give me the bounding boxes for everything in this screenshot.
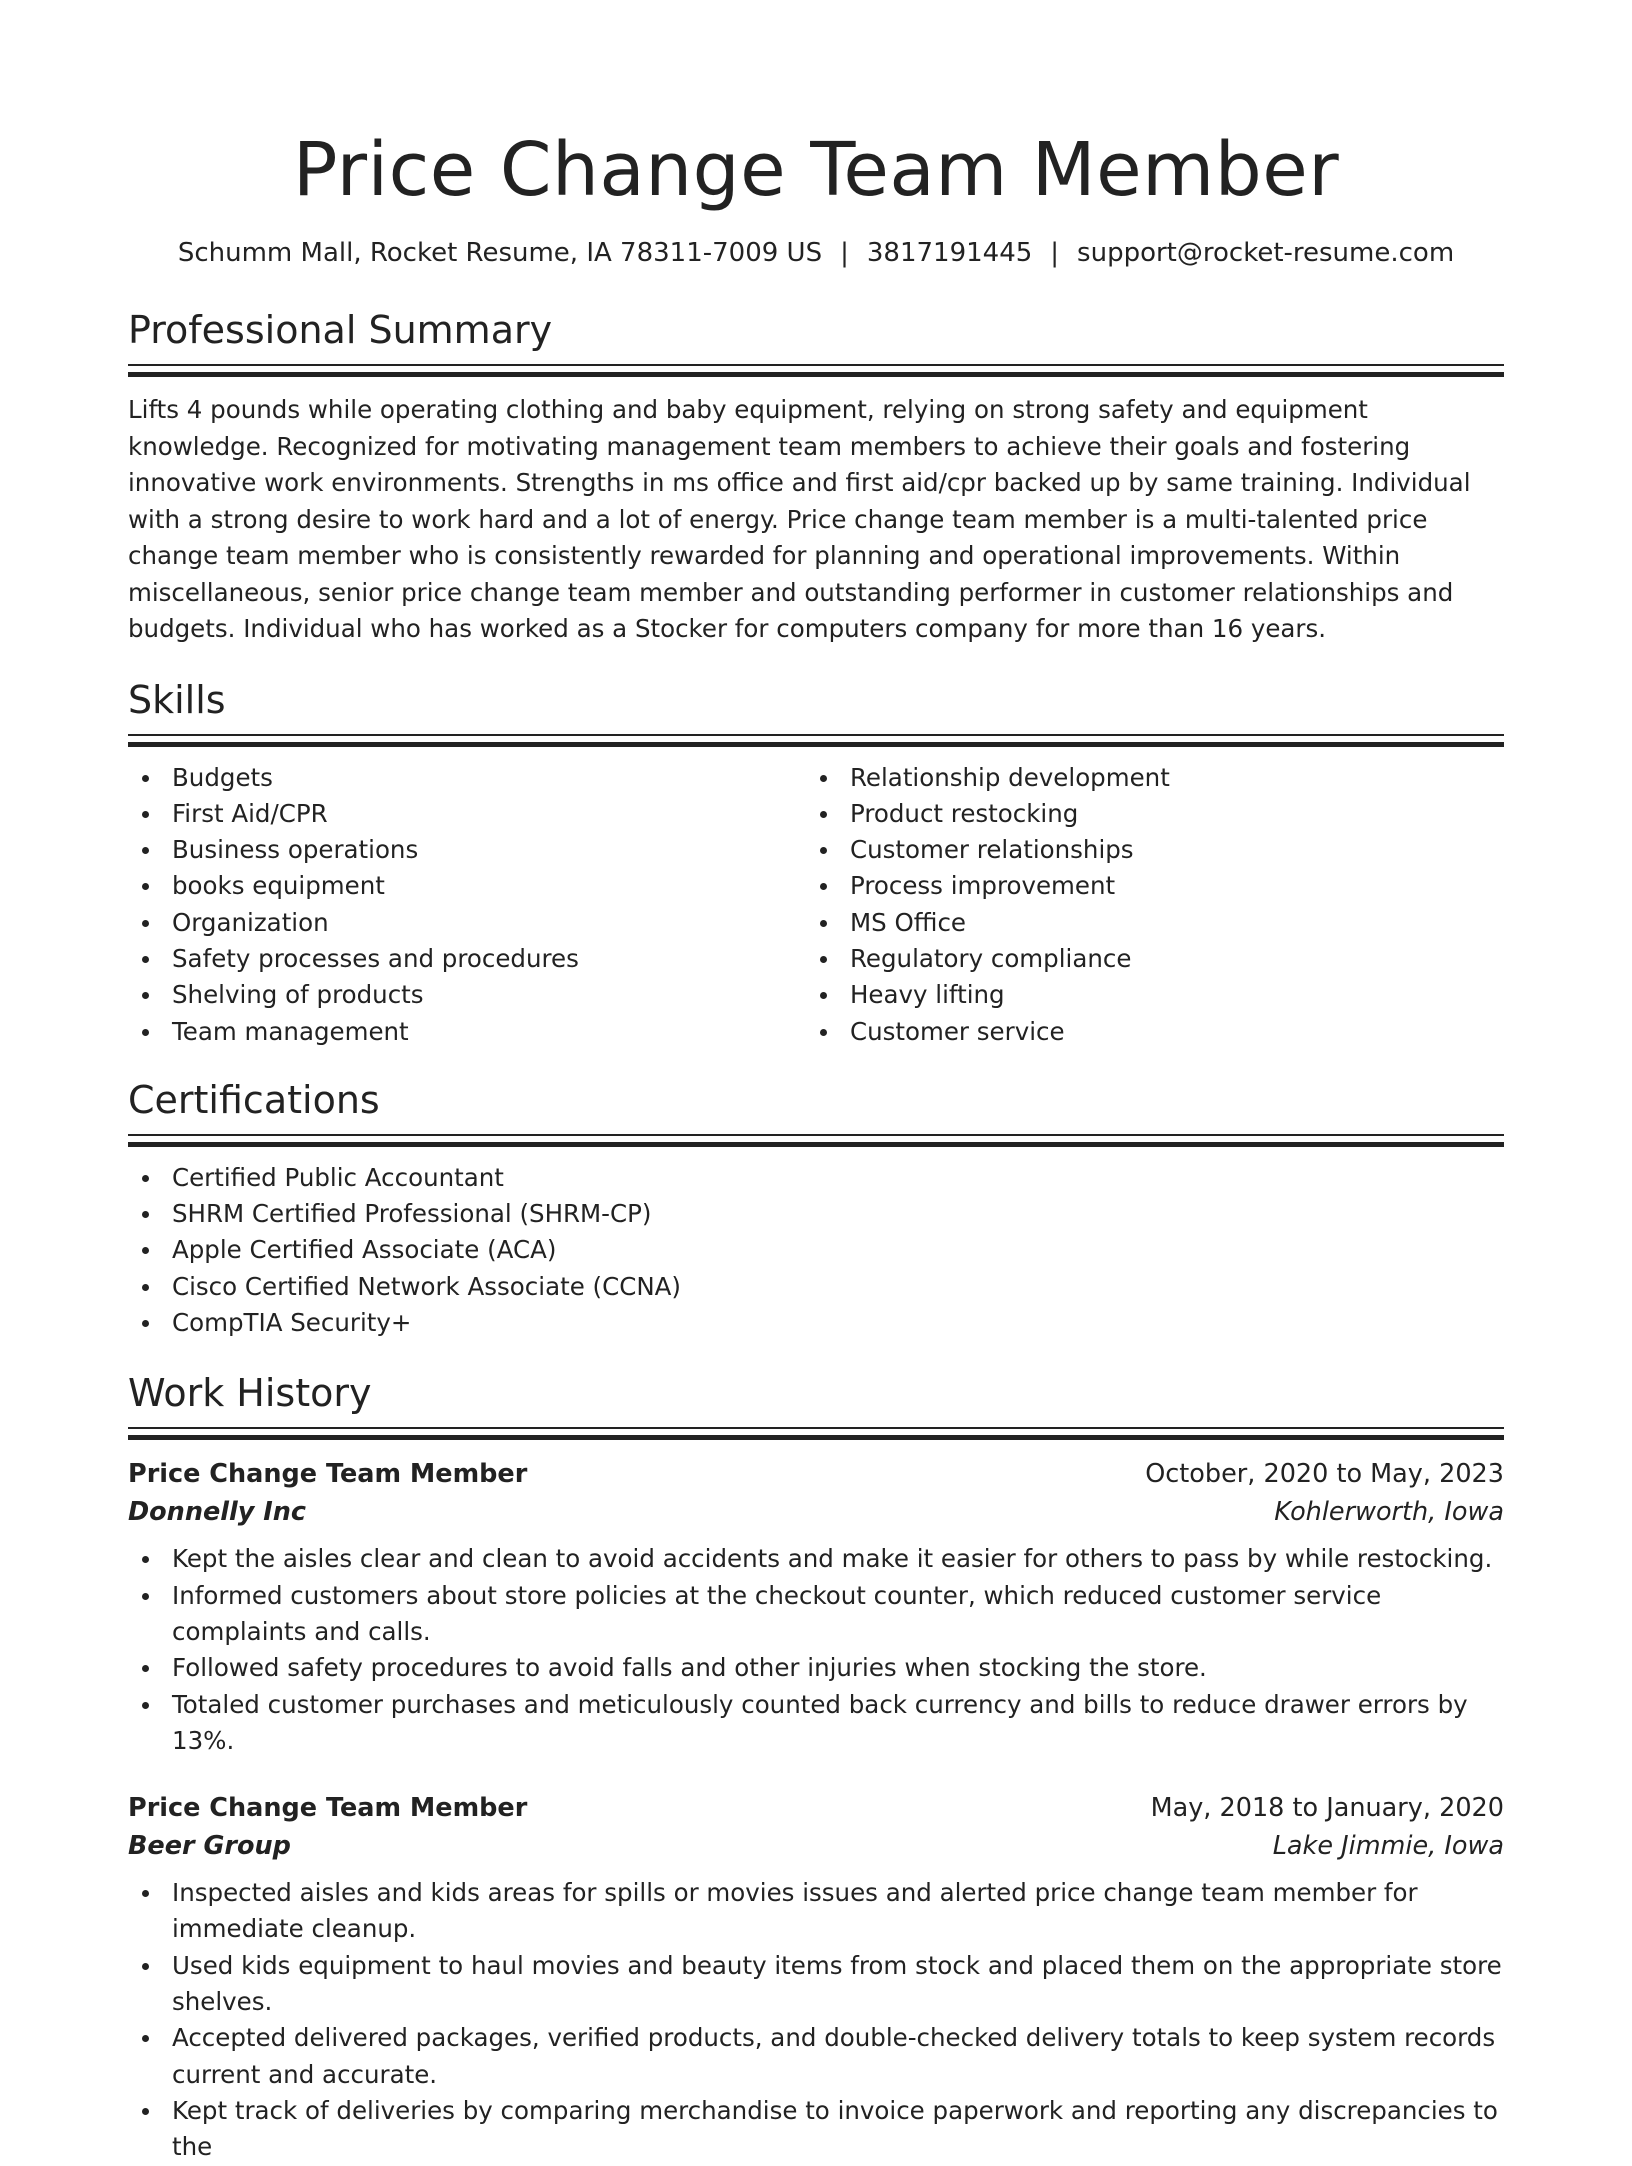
- skill-item: Process improvement: [806, 868, 1484, 904]
- section-divider: [128, 734, 1504, 748]
- summary-text: Lifts 4 pounds while operating clothing and baby equipment, relying on strong safety and equipment knowledge. Recognized for motivating management team members to achieve their goals and fostering innovative work environments. Strengths in ms office and first aid/cpr backed up by same training. Individual with a strong desire to work hard and a lot of energy. Price change team member is a multi-talented price change team member who is consistently rewarded for planning and operational improvements. Within miscellaneous, senior price change team member and outstanding performer in customer relationships and budgets. Individual who has worked as a Stocker for computers company for more than 16 years.: [128, 395, 1471, 643]
- contact-address: Schumm Mall, Rocket Resume, IA 78311-7009 US: [177, 238, 823, 268]
- section-divider: [128, 1134, 1504, 1148]
- contact-email: support@rocket-resume.com: [1077, 238, 1455, 268]
- job-bullet: Followed safety procedures to avoid falls and other injuries when stocking the store.: [128, 1650, 1504, 1686]
- contact-phone: 3817191445: [866, 238, 1033, 268]
- job-dates: May, 2018 to January, 2020: [1150, 1793, 1504, 1824]
- skill-item: Customer service: [806, 1014, 1484, 1050]
- skill-item: Shelving of products: [128, 977, 806, 1013]
- certifications-section: [128, 1076, 1504, 1341]
- skill-item: MS Office: [806, 905, 1484, 941]
- section-title-work-history: Work History: [128, 1371, 372, 1416]
- job-header: [128, 1455, 1504, 1493]
- section-divider: [128, 1427, 1504, 1441]
- certification-item: Cisco Certified Network Associate (CCNA): [128, 1269, 1504, 1305]
- job-dates: October, 2020 to May, 2023: [1145, 1459, 1504, 1490]
- section-title-skills: Skills: [128, 677, 226, 722]
- certification-item: Apple Certified Associate (ACA): [128, 1232, 1504, 1268]
- skill-item: Relationship development: [806, 760, 1484, 796]
- job-entry: [128, 1455, 1504, 1759]
- job-bullet: Used kids equipment to haul movies and beauty items from stock and placed them on the appropriate store shelves.: [128, 1948, 1504, 2021]
- certifications-list: [128, 1160, 1504, 1341]
- skill-item: Business operations: [128, 832, 806, 868]
- skill-item: books equipment: [128, 868, 806, 904]
- skill-item: Safety processes and procedures: [128, 941, 806, 977]
- job-header: [128, 1789, 1504, 1827]
- job-bullet: Kept the aisles clear and clean to avoid accidents and make it easier for others to pass by while restocking.: [128, 1541, 1504, 1577]
- work-history-section: [128, 1369, 1504, 2165]
- skills-list-right: [806, 760, 1484, 1050]
- skill-item: Heavy lifting: [806, 977, 1484, 1013]
- section-divider: [128, 364, 1504, 378]
- skill-item: Regulatory compliance: [806, 941, 1484, 977]
- job-bullet: Kept track of deliveries by comparing merchandise to invoice paperwork and reporting any discrepancies to the: [128, 2093, 1504, 2166]
- skill-item: Budgets: [128, 760, 806, 796]
- resume-page: [128, 0, 1504, 2166]
- skill-item: Customer relationships: [806, 832, 1484, 868]
- section-title-certifications: Certifications: [128, 1077, 380, 1122]
- job-bullet: Informed customers about store policies at the checkout counter, which reduced customer service complaints and calls.: [128, 1578, 1504, 1651]
- job-location: Kohlerworth, Iowa: [1274, 1497, 1504, 1528]
- job-bullet: Accepted delivered packages, verified products, and double-checked delivery totals to keep system records current and accurate.: [128, 2020, 1504, 2093]
- certification-item: SHRM Certified Professional (SHRM-CP): [128, 1196, 1504, 1232]
- summary-section: [128, 306, 1504, 648]
- skill-item: Organization: [128, 905, 806, 941]
- job-bullets: [128, 1541, 1504, 1759]
- job-company: Donnelly Inc: [128, 1497, 307, 1528]
- skills-list-left: [128, 760, 806, 1050]
- job-location: Lake Jimmie, Iowa: [1272, 1831, 1504, 1862]
- job-subheader: [128, 1827, 1504, 1865]
- job-entry: [128, 1789, 1504, 2165]
- contact-line: [128, 236, 1504, 270]
- job-title: Price Change Team Member: [128, 1459, 528, 1490]
- job-company: Beer Group: [128, 1831, 291, 1862]
- job-bullet: Totaled customer purchases and meticulously counted back currency and bills to reduce drawer errors by 13%.: [128, 1687, 1504, 1760]
- skill-item: Product restocking: [806, 796, 1484, 832]
- skill-item: Team management: [128, 1014, 806, 1050]
- candidate-name: Price Change Team Member: [292, 127, 1340, 213]
- section-title-summary: Professional Summary: [128, 308, 553, 352]
- job-title: Price Change Team Member: [128, 1793, 528, 1824]
- contact-separator: |: [1050, 238, 1060, 268]
- skills-grid: [128, 760, 1504, 1050]
- job-subheader: [128, 1493, 1504, 1531]
- job-bullet: Inspected aisles and kids areas for spills or movies issues and alerted price change team member for immediate cleanup.: [128, 1875, 1504, 1948]
- skill-item: First Aid/CPR: [128, 796, 806, 832]
- certification-item: CompTIA Security+: [128, 1305, 1504, 1341]
- skills-section: [128, 676, 1504, 1050]
- contact-separator: |: [840, 238, 849, 268]
- certification-item: Certified Public Accountant: [128, 1160, 1504, 1196]
- job-bullets: [128, 1875, 1504, 2165]
